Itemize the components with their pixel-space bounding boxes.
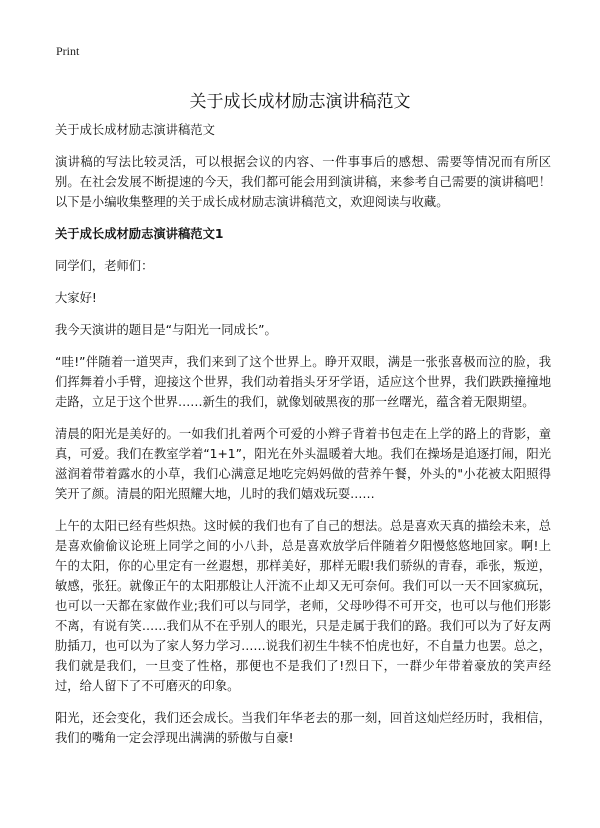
greeting-paragraph: 大家好! [55,291,97,305]
document-body [55,120,551,760]
closing-paragraph: 阳光，还会变化，我们还会成长。当我们年华老去的那一刻，回首这灿烂经历时，我相信，我们的嘴角一定会浮现出满满的骄傲与自豪! [55,711,551,745]
morning-paragraph: 清晨的阳光是美好的。一如我们扎着两个可爱的小辫子背着书包走在上学的路上的背影，童真，可爱。我们在教室学着“1+1”，阳光在外头温暖着大地。我们在操场是追逐打闹，阳光滋润着带着露水的小草，我们心满意足地吃完妈妈做的营养午餐，外头的"小花被太阳照得笑开了颜。清晨的阳光照耀大地，儿时的我们嬉戏玩耍…… [55,427,551,501]
salutation-paragraph: 同学们，老师们： [55,259,154,273]
document-title: 关于成长成材励志演讲稿范文 [189,92,411,113]
intro-paragraph: 演讲稿的写法比较灵活，可以根据会议的内容、一件事事后的感想、需要等情况而有所区别。在社会发展不断提速的今天，我们都可能会用到演讲稿，来参考自己需要的演讲稿吧！以下是小编收集整理的关于成长成材励志演讲稿范文，欢迎阅读与收藏。 [55,155,551,209]
topic-paragraph: 我今天演讲的题目是“与阳光一同成长”。 [55,323,277,337]
birth-paragraph: “哇!”伴随着一道哭声，我们来到了这个世界上。睁开双眼，满是一张张喜极而泣的脸，我们挥舞着小手臂，迎接这个世界，我们动着指头牙牙学语，适应这个世界，我们跌跌撞撞地走路，立足于这个世界……新生的我们，就像划破黑夜的那一丝曙光，蕴含着无限期望。 [55,355,551,409]
section-heading: 关于成长成材励志演讲稿范文1 [55,227,224,241]
document-subtitle: 关于成长成材励志演讲稿范文 [55,123,215,137]
print-label[interactable]: Print [56,44,80,58]
forenoon-paragraph: 上午的太阳已经有些炽热。这时候的我们也有了自己的想法。总是喜欢天真的描绘未来，总是喜欢偷偷议论班上同学之间的小八卦，总是喜欢放学后伴随着夕阳慢悠悠地回家。啊!上午的太阳，你的心里定有一丝遐想，那样美好，那样无暇!我们骄纵的青春，乖张，叛逆，敏感，张狂。就像正午的太阳那般让人汗流不止却又无可奈何。我们可以一天不回家疯玩，也可以一天都在家做作业;我们可以与同学，老师，父母吵得不可开交，也可以与他们形影不离，有说有笑……我们从不在乎别人的眼光，只是走属于我们的路。我们可以为了好友两肋插刀，也可以为了家人努力学习……说我们初生牛犊不怕虎也好，不自量力也罢。总之，我们就是我们，一旦变了性格，那便也不是我们了!烈日下，一群少年带着豪放的笑声经过，给人留下了不可磨灭的印象。 [55,519,551,693]
